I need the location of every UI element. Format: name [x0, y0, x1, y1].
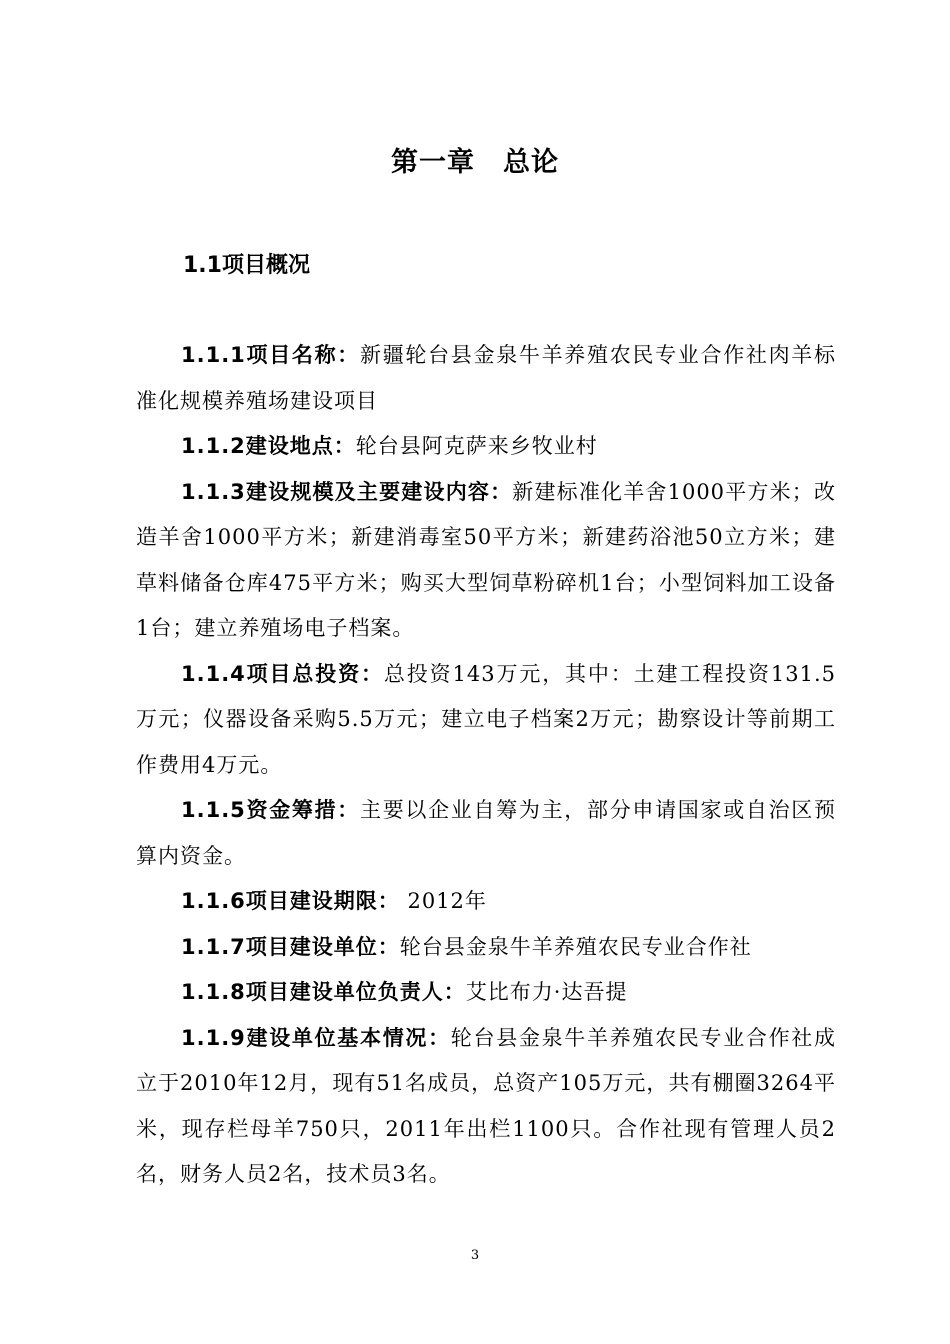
item-period: [136, 879, 836, 925]
chapter-title: 第一章 总论: [391, 147, 559, 178]
item-scale-content: [136, 470, 836, 652]
item-label: 1.1.4项目总投资：: [181, 661, 384, 686]
item-text: 轮台县阿克萨来乡牧业村: [355, 434, 598, 458]
item-text: 新建标准化羊舍1000平方米；改造羊舍1000平方米；新建消毒室50平方米；新建药浴池50立方米；建草料储备仓库475平方米；购买大型饲草粉碎机1台；小型饲料加工设备1台；建立养殖场电子档案。: [136, 479, 836, 640]
item-label: 1.1.3建设规模及主要建设内容：: [181, 479, 513, 504]
item-text: 轮台县金泉牛羊养殖农民专业合作社: [399, 934, 752, 959]
page-number: 3: [470, 1248, 480, 1263]
item-total-investment: [136, 652, 836, 789]
item-unit-basic-info: [136, 1016, 836, 1198]
item-label: 1.1.8项目建设单位负责人：: [181, 980, 466, 1004]
item-text: 轮台县金泉牛羊养殖农民专业合作社成立于2010年12月，现有51名成员，总资产105万元，共有棚圈3264平米，现存栏母羊750只，2011年出栏1100只。合作社现有管理人员2名，财务人员2名，技术员3名。: [136, 1025, 836, 1186]
section-title: 1.1项目概况: [183, 253, 310, 278]
item-label: 1.1.6项目建设期限：: [181, 889, 400, 913]
item-text: 2012年: [399, 889, 487, 913]
item-responsible-person: [136, 970, 836, 1016]
item-text: 新疆轮台县金泉牛羊养殖农民专业合作社肉羊标准化规模养殖场建设项目: [136, 343, 837, 413]
item-text: 总投资143万元，其中：土建工程投资131.5万元；仪器设备采购5.5万元；建立电子档案2万元；勘察设计等前期工作费用4万元。: [136, 661, 837, 777]
item-unit: [136, 925, 836, 971]
project-overview-body: [136, 333, 836, 1198]
item-label: 1.1.5资金筹措：: [181, 798, 360, 822]
item-text: 艾比布力·达吾提: [465, 980, 628, 1004]
item-location: [136, 424, 836, 470]
item-label: 1.1.2建设地点：: [181, 434, 356, 458]
item-project-name: [136, 333, 836, 424]
item-label: 1.1.9建设单位基本情况：: [181, 1025, 451, 1050]
item-label: 1.1.7项目建设单位：: [181, 934, 400, 959]
item-text: 主要以企业自筹为主，部分申请国家或自治区预算内资金。: [136, 798, 837, 868]
item-funding: [136, 788, 836, 879]
item-label: 1.1.1项目名称：: [181, 343, 360, 367]
